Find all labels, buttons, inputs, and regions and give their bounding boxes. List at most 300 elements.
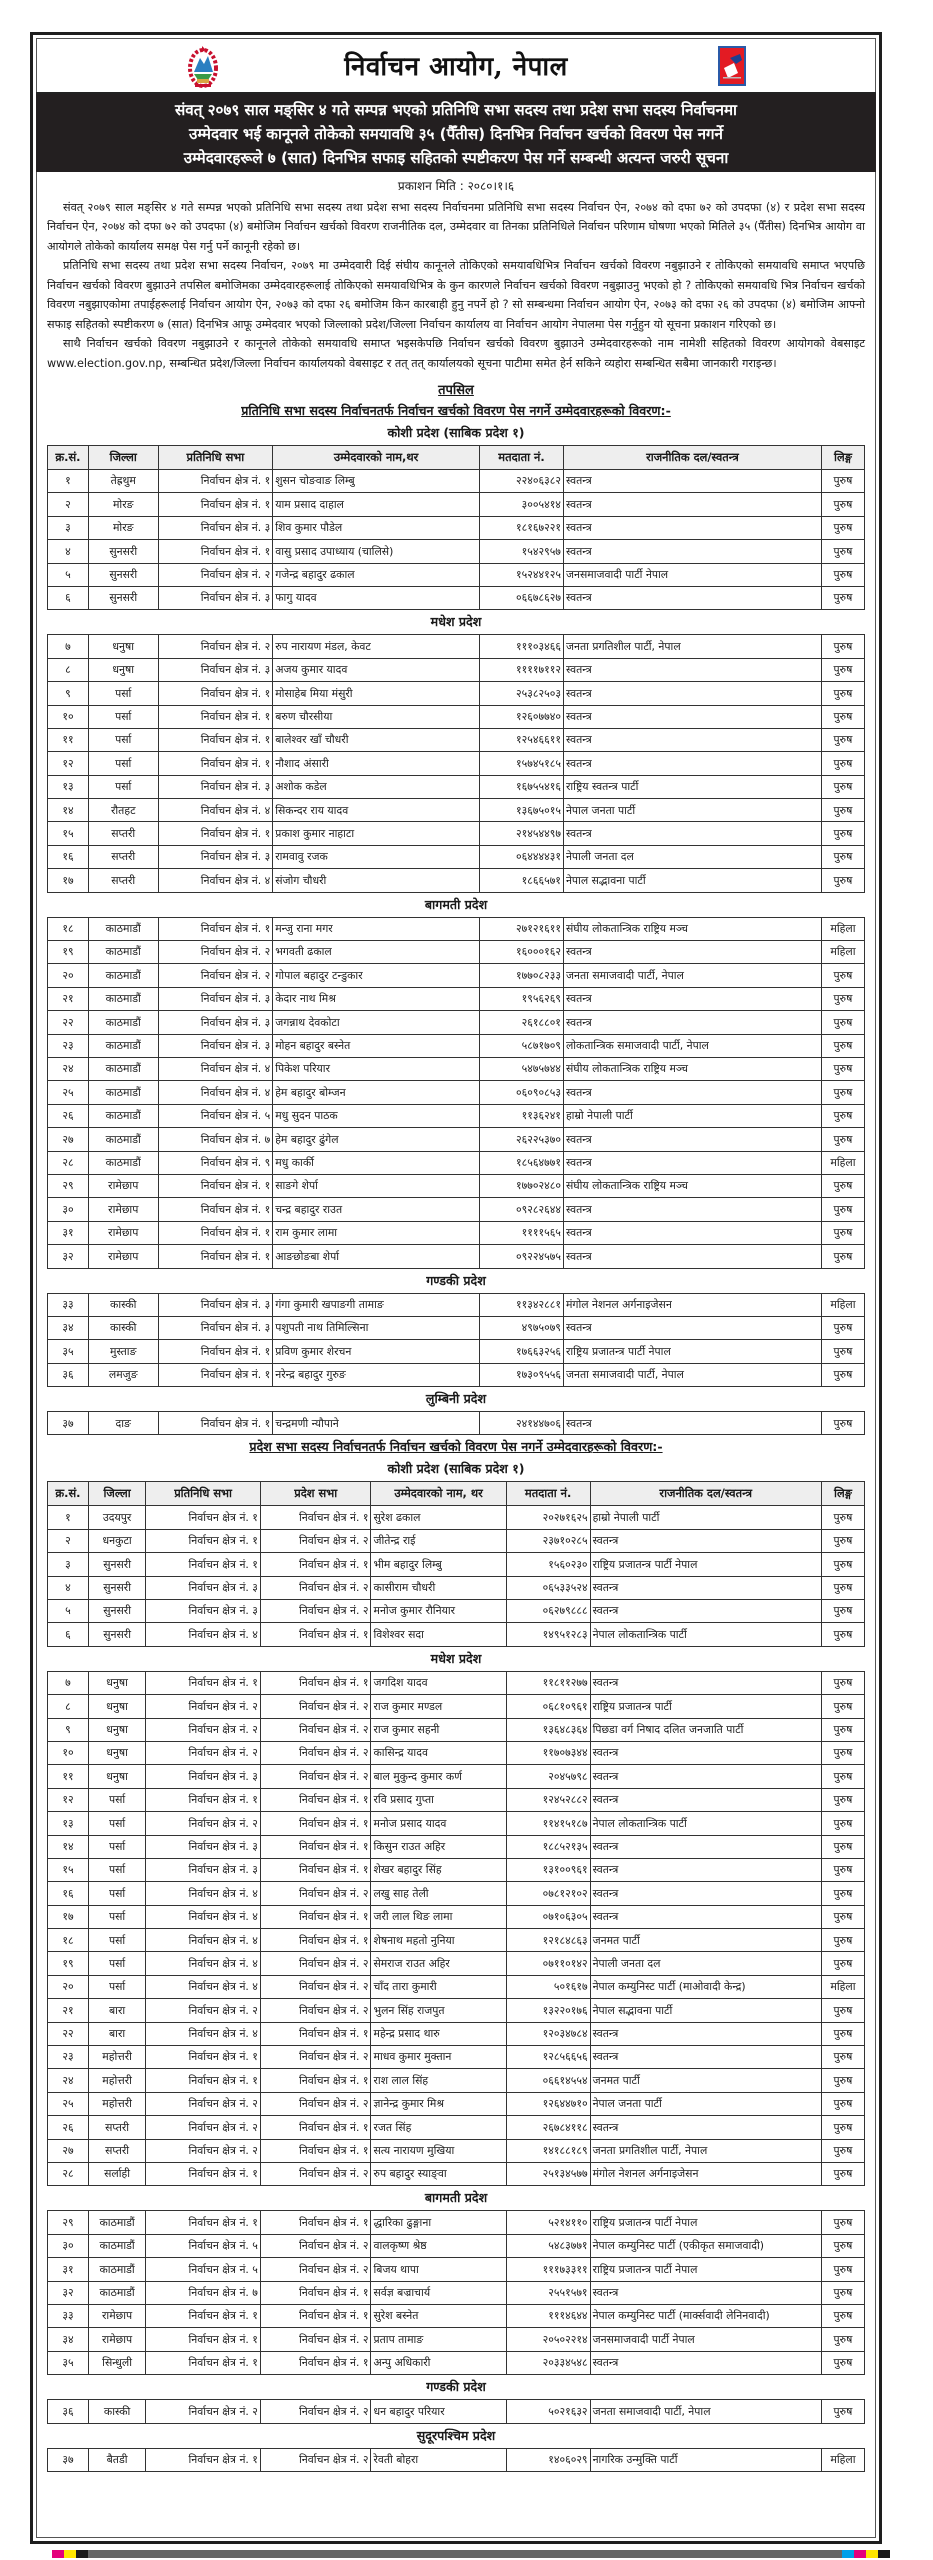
table-cell: पर्सा bbox=[88, 1905, 145, 1928]
table-cell: ३३ bbox=[48, 1293, 89, 1316]
table-cell: १७ bbox=[48, 1905, 89, 1928]
table-cell: मधु सुदन पाठक bbox=[273, 1104, 480, 1127]
table-cell: भुलन सिंह राजपुत bbox=[371, 1999, 506, 2022]
table-cell: २२ bbox=[48, 1011, 89, 1034]
table-row bbox=[48, 1011, 865, 1034]
table-cell: निर्वाचन क्षेत्र नं. १ bbox=[158, 917, 273, 940]
table-row bbox=[48, 1671, 865, 1694]
column-header: राजनीतिक दल/स्वतन्त्र bbox=[563, 446, 821, 470]
table-cell: २६१८८०१ bbox=[480, 1011, 564, 1034]
table-cell: स्वतन्त्र bbox=[563, 1316, 821, 1339]
table-cell: पुरुष bbox=[821, 799, 864, 822]
table-cell: पुरुष bbox=[821, 1718, 864, 1741]
table-cell: निर्वाचन क्षेत्र नं. १ bbox=[260, 1553, 371, 1576]
table-cell: १३६४८३६४ bbox=[506, 1718, 590, 1741]
table-cell: १७७०२४८० bbox=[480, 1174, 564, 1197]
table-cell: निर्वाचन क्षेत्र नं. २ bbox=[260, 1882, 371, 1905]
table-cell: साङगे शेर्पा bbox=[273, 1174, 480, 1197]
table-row bbox=[48, 964, 865, 987]
table-cell: पर्सा bbox=[88, 1952, 145, 1975]
table-cell: स्वतन्त्र bbox=[563, 1011, 821, 1034]
table-cell: निर्वाचन क्षेत्र नं. १ bbox=[260, 1812, 371, 1835]
table-cell: पुरुष bbox=[821, 964, 864, 987]
table-row bbox=[48, 563, 865, 586]
table-cell: गंगा कुमारी खपाङगी तामाङ bbox=[273, 1293, 480, 1316]
banner-line-3: उम्मेदवारहरूले ७ (सात) दिनभित्र सफाइ सहितको स्पष्टीकरण पेस गर्ने सम्बन्धी अत्यन्त जरुरी सूचना bbox=[183, 149, 729, 167]
table-row bbox=[48, 1174, 865, 1197]
table-cell: जगन्नाथ देवकोटा bbox=[273, 1011, 480, 1034]
table-row bbox=[48, 470, 865, 493]
table-cell: पुरुष bbox=[821, 2211, 864, 2234]
table-cell: ११११७११२ bbox=[480, 658, 564, 681]
table-cell: पुरुष bbox=[821, 516, 864, 539]
table-cell: धन बहादुर परियार bbox=[371, 2400, 506, 2423]
notice-body bbox=[47, 177, 865, 2472]
table-cell: निर्वाचन क्षेत्र नं. ३ bbox=[158, 1011, 273, 1034]
table-cell: १२०३४७८४ bbox=[506, 2022, 590, 2045]
table-cell: स्वतन्त्र bbox=[563, 941, 821, 964]
table-cell: निर्वाचन क्षेत्र नं. १ bbox=[146, 2304, 261, 2327]
table-row bbox=[48, 2234, 865, 2257]
table-cell: पुरुष bbox=[821, 1999, 864, 2022]
table-cell: २६२२५३७० bbox=[480, 1128, 564, 1151]
table-cell: जनमत पार्टी bbox=[590, 1929, 821, 1952]
table-cell: जनसमाजवादी पार्टी नेपाल bbox=[563, 563, 821, 586]
table-cell: गोपाल बहादुर टन्डुकार bbox=[273, 964, 480, 987]
table-cell: नौशाद अंसारी bbox=[273, 752, 480, 775]
table-row bbox=[48, 1221, 865, 1244]
table-cell: ०६२७९८८८ bbox=[506, 1600, 590, 1623]
table-cell: ३१ bbox=[48, 2258, 89, 2281]
table-cell: मन्जु राना मगर bbox=[273, 917, 480, 940]
table-row bbox=[48, 987, 865, 1010]
table-cell: ०६४४४४३१ bbox=[480, 845, 564, 868]
table-cell: काठमाडौं bbox=[88, 1104, 158, 1127]
table-cell: २५३८२५०३ bbox=[480, 682, 564, 705]
table-cell: राष्ट्रिय प्रजातन्त्र पार्टी नेपाल bbox=[590, 2211, 821, 2234]
table-cell: नेपाल जनता पार्टी bbox=[590, 2092, 821, 2115]
table-cell: स्वतन्त्र bbox=[590, 1788, 821, 1811]
table-cell: महेन्द्र प्रसाद थारु bbox=[371, 2022, 506, 2045]
table-cell: २ bbox=[48, 1529, 89, 1552]
table-cell: आङछोङबा शेर्पा bbox=[273, 1245, 480, 1268]
table-cell: संघीय लोकतान्त्रिक राष्ट्रिय मञ्च bbox=[563, 917, 821, 940]
table-cell: २६ bbox=[48, 2116, 89, 2139]
table-cell: धनुषा bbox=[88, 658, 158, 681]
table-cell: निर्वाचन क्षेत्र नं. १ bbox=[260, 1858, 371, 1881]
table-cell: निर्वाचन क्षेत्र नं. १ bbox=[158, 1340, 273, 1363]
table-cell: सिकन्दर राय यादव bbox=[273, 799, 480, 822]
table-row bbox=[48, 1316, 865, 1339]
table-cell: निर्वाचन क्षेत्र नं. १ bbox=[158, 1363, 273, 1386]
table-cell: काठमाडौं bbox=[88, 964, 158, 987]
table-cell: महोत्तरी bbox=[88, 2069, 145, 2092]
pa-table bbox=[47, 1481, 865, 1646]
table-cell: राष्ट्रिय प्रजातन्त्र पार्टी नेपाल bbox=[590, 1553, 821, 1576]
column-header: मतदाता नं. bbox=[506, 1482, 590, 1506]
column-header: राजनीतिक दल/स्वतन्त्र bbox=[590, 1482, 821, 1506]
table-cell: १५२४४१२५ bbox=[480, 563, 564, 586]
hor-table bbox=[47, 917, 865, 1269]
urgent-notice-banner bbox=[36, 94, 876, 172]
table-row bbox=[48, 941, 865, 964]
table-cell: धनुषा bbox=[88, 1765, 145, 1788]
table-row bbox=[48, 586, 865, 609]
table-cell: स्वतन्त्र bbox=[590, 1576, 821, 1599]
table-cell: ६ bbox=[48, 586, 89, 609]
hor-table bbox=[47, 634, 865, 892]
color-swatch bbox=[842, 2550, 854, 2558]
table-cell: बारा bbox=[88, 2022, 145, 2045]
table-cell: पुरुष bbox=[821, 2069, 864, 2092]
table-cell: निर्वाचन क्षेत्र नं. ४ bbox=[146, 1929, 261, 1952]
table-cell: संजोग चौधरी bbox=[273, 869, 480, 892]
table-cell: निर्वाचन क्षेत्र नं. २ bbox=[146, 1999, 261, 2022]
table-cell: १५७४५१८५ bbox=[480, 752, 564, 775]
table-cell: निर्वाचन क्षेत्र नं. १ bbox=[260, 1929, 371, 1952]
table-cell: ११३६२४१ bbox=[480, 1104, 564, 1127]
table-cell: धनकुटा bbox=[88, 1529, 145, 1552]
table-cell: स्वतन्त्र bbox=[563, 1245, 821, 1268]
pa-table bbox=[47, 2210, 865, 2375]
table-cell: निर्वाचन क्षेत्र नं. १ bbox=[146, 2351, 261, 2374]
table-cell: धनुषा bbox=[88, 1741, 145, 1764]
table-row bbox=[48, 917, 865, 940]
pa-table bbox=[47, 2399, 865, 2423]
table-cell: पुरुष bbox=[821, 1128, 864, 1151]
table-cell: सुनसरी bbox=[88, 1553, 145, 1576]
table-cell: स्वतन्त्र bbox=[590, 2116, 821, 2139]
table-cell: पुरुष bbox=[821, 1506, 864, 1529]
ballot-box-logo-icon bbox=[718, 46, 746, 86]
table-row bbox=[48, 1858, 865, 1881]
table-cell: १३६७५०१५ bbox=[480, 799, 564, 822]
table-cell: पुरुष bbox=[821, 728, 864, 751]
table-cell: ३६ bbox=[48, 1363, 89, 1386]
table-cell: पुरुष bbox=[821, 1412, 864, 1435]
table-row bbox=[48, 2328, 865, 2351]
table-cell: काठमाडौं bbox=[88, 941, 158, 964]
table-cell: गजेन्द्र बहादुर ढकाल bbox=[273, 563, 480, 586]
table-cell: बिजय थापा bbox=[371, 2258, 506, 2281]
table-cell: १११७३३११ bbox=[506, 2258, 590, 2281]
table-row bbox=[48, 2163, 865, 2186]
table-row bbox=[48, 1529, 865, 1552]
table-cell: काठमाडौं bbox=[88, 917, 158, 940]
table-cell: निर्वाचन क्षेत्र नं. २ bbox=[260, 2046, 371, 2069]
table-row bbox=[48, 1741, 865, 1764]
table-cell: ०९२२४५७५ bbox=[480, 1245, 564, 1268]
table-cell: रामेछाप bbox=[88, 2304, 145, 2327]
table-cell: १२८५६६५६ bbox=[506, 2046, 590, 2069]
table-cell: राष्ट्रिय स्वतन्त्र पार्टी bbox=[563, 775, 821, 798]
table-cell: प्रकाश कुमार नाहाटा bbox=[273, 822, 480, 845]
table-cell: पुरुष bbox=[821, 1245, 864, 1268]
table-cell: काठमाडौं bbox=[88, 1128, 158, 1151]
table-cell: निर्वाचन क्षेत्र नं. ३ bbox=[158, 845, 273, 868]
table-cell: निर्वाचन क्षेत्र नं. २ bbox=[146, 2116, 261, 2139]
table-cell: सप्तरी bbox=[88, 845, 158, 868]
table-cell: रेवती बोहरा bbox=[371, 2448, 506, 2471]
table-cell: ११८११२७७ bbox=[506, 1671, 590, 1694]
table-cell: काठमाडौं bbox=[88, 987, 158, 1010]
province-heading: कोशी प्रदेश (साबिक प्रदेश १) bbox=[387, 425, 525, 440]
table-cell: निर्वाचन क्षेत्र नं. ४ bbox=[146, 1882, 261, 1905]
table-cell: २६ bbox=[48, 1104, 89, 1127]
table-cell: निर्वाचन क्षेत्र नं. ९ bbox=[158, 1151, 273, 1174]
table-cell: पुरुष bbox=[821, 752, 864, 775]
table-cell: निर्वाचन क्षेत्र नं. ३ bbox=[158, 586, 273, 609]
table-cell: निर्वाचन क्षेत्र नं. २ bbox=[146, 1718, 261, 1741]
table-cell: पुरुष bbox=[821, 1600, 864, 1623]
table-cell: निर्वाचन क्षेत्र नं. २ bbox=[146, 1741, 261, 1764]
table-cell: संघीय लोकतान्त्रिक राष्ट्रिय मञ्च bbox=[563, 1057, 821, 1080]
table-cell: जनता समाजवादी पार्टी, नेपाल bbox=[563, 964, 821, 987]
table-cell: ४ bbox=[48, 1576, 89, 1599]
table-cell: पुरुष bbox=[821, 2139, 864, 2162]
table-cell: चन्द्र बहादुर राउत bbox=[273, 1198, 480, 1221]
table-row bbox=[48, 1363, 865, 1386]
table-cell: स्वतन्त्र bbox=[590, 1882, 821, 1905]
table-cell: भीम बहादुर लिम्बु bbox=[371, 1553, 506, 1576]
table-row bbox=[48, 1104, 865, 1127]
province-heading: मधेश प्रदेश bbox=[430, 1650, 482, 1666]
table-cell: पुरुष bbox=[821, 705, 864, 728]
table-cell: निर्वाचन क्षेत्र नं. ३ bbox=[146, 1835, 261, 1858]
table-cell: ९ bbox=[48, 682, 89, 705]
table-cell: ३२ bbox=[48, 2281, 89, 2304]
table-cell: स्वतन्त्र bbox=[590, 1858, 821, 1881]
table-cell: स्वतन्त्र bbox=[563, 682, 821, 705]
color-swatch bbox=[878, 2550, 890, 2558]
table-cell: पुरुष bbox=[821, 2304, 864, 2327]
table-cell: सुनसरी bbox=[88, 1600, 145, 1623]
table-cell: १० bbox=[48, 1741, 89, 1764]
table-cell: १७६६३२५६ bbox=[480, 1340, 564, 1363]
table-cell: पुरुष bbox=[821, 822, 864, 845]
table-row bbox=[48, 2351, 865, 2374]
table-cell: अन्पु अधिकारी bbox=[371, 2351, 506, 2374]
table-cell: सर्वज्ञ बज्राचार्य bbox=[371, 2281, 506, 2304]
table-cell: २३ bbox=[48, 2046, 89, 2069]
column-header: उम्मेदवारको नाम, थर bbox=[371, 1482, 506, 1506]
column-header: प्रतिनिधि सभा bbox=[146, 1482, 261, 1506]
table-row bbox=[48, 1412, 865, 1435]
table-cell: मनोज प्रसाद यादव bbox=[371, 1812, 506, 1835]
table-cell: रुप नारायण मंडल, केवट bbox=[273, 635, 480, 658]
table-cell: तेह्रथुम bbox=[88, 470, 158, 493]
table-cell: सुनसरी bbox=[88, 586, 158, 609]
table-cell: महोत्तरी bbox=[88, 2046, 145, 2069]
table-cell: निर्वाचन क्षेत्र नं. १ bbox=[260, 2351, 371, 2374]
colorbar-left-swatches bbox=[52, 2550, 88, 2558]
table-cell: पुरुष bbox=[821, 1671, 864, 1694]
table-cell: स्वतन्त्र bbox=[563, 1151, 821, 1174]
table-cell: कासिन्द्र यादव bbox=[371, 1741, 506, 1764]
column-header: क्र.सं. bbox=[48, 1482, 89, 1506]
table-cell: १२१८४८६३ bbox=[506, 1929, 590, 1952]
table-cell: १७७०८२३३ bbox=[480, 964, 564, 987]
table-cell: पर्सा bbox=[88, 1975, 145, 1998]
table-cell: महिला bbox=[821, 941, 864, 964]
table-cell: ३२ bbox=[48, 1245, 89, 1268]
table-cell: ४ bbox=[48, 540, 89, 563]
table-cell: जनता प्रगतिशील पार्टी, नेपाल bbox=[590, 2139, 821, 2162]
table-cell: १८ bbox=[48, 917, 89, 940]
table-row bbox=[48, 2448, 865, 2471]
table-cell: पुरुष bbox=[821, 2328, 864, 2351]
table-cell: स्वतन्त्र bbox=[590, 2022, 821, 2045]
table-row bbox=[48, 1882, 865, 1905]
table-cell: ५४८३७७१ bbox=[506, 2234, 590, 2257]
table-cell: महिला bbox=[821, 1975, 864, 1998]
table-cell: निर्वाचन क्षेत्र नं. १ bbox=[260, 1506, 371, 1529]
hor-table bbox=[47, 1293, 865, 1388]
table-cell: १५ bbox=[48, 822, 89, 845]
table-cell: निर्वाचन क्षेत्र नं. ३ bbox=[146, 1765, 261, 1788]
table-cell: ०६५३३५२४ bbox=[506, 1576, 590, 1599]
table-cell: काठमाडौं bbox=[88, 2281, 145, 2304]
table-cell: निर्वाचन क्षेत्र नं. ३ bbox=[146, 1600, 261, 1623]
table-cell: शेखर बहादुर सिंह bbox=[371, 1858, 506, 1881]
table-row bbox=[48, 1600, 865, 1623]
table-cell: पुरुष bbox=[821, 1174, 864, 1197]
table-cell: सर्लाही bbox=[88, 2163, 145, 2186]
table-row bbox=[48, 1151, 865, 1174]
table-cell: निर्वाचन क्षेत्र नं. १ bbox=[260, 2022, 371, 2045]
table-cell: निर्वाचन क्षेत्र नं. १ bbox=[146, 2448, 261, 2471]
table-cell: निर्वाचन क्षेत्र नं. १ bbox=[158, 1221, 273, 1244]
table-cell: निर्वाचन क्षेत्र नं. ४ bbox=[158, 869, 273, 892]
table-cell: ०९२८२६४४ bbox=[480, 1198, 564, 1221]
table-cell: रामेछाप bbox=[88, 1174, 158, 1197]
table-cell: १८१६७२२१ bbox=[480, 516, 564, 539]
table-cell: पुरुष bbox=[821, 658, 864, 681]
table-cell: निर्वाचन क्षेत्र नं. २ bbox=[260, 1999, 371, 2022]
table-cell: २२ bbox=[48, 2022, 89, 2045]
table-cell: मोरङ bbox=[88, 516, 158, 539]
table-cell: राज कुमार सहनी bbox=[371, 1718, 506, 1741]
table-cell: २७ bbox=[48, 2139, 89, 2162]
table-cell: १० bbox=[48, 705, 89, 728]
table-row bbox=[48, 1718, 865, 1741]
table-cell: रजत सिंह bbox=[371, 2116, 506, 2139]
table-cell: निर्वाचन क्षेत्र नं. १ bbox=[260, 2281, 371, 2304]
table-cell: ३७ bbox=[48, 1412, 89, 1435]
table-cell: राम कुमार लामा bbox=[273, 1221, 480, 1244]
table-cell: २० bbox=[48, 1975, 89, 1998]
table-row bbox=[48, 1128, 865, 1151]
table-cell: पुरुष bbox=[821, 563, 864, 586]
table-cell: किसुन राउत अहिर bbox=[371, 1835, 506, 1858]
table-cell: निर्वाचन क्षेत्र नं. १ bbox=[158, 705, 273, 728]
table-cell: १११४६४४ bbox=[506, 2304, 590, 2327]
table-row bbox=[48, 799, 865, 822]
table-row bbox=[48, 1788, 865, 1811]
table-cell: १२५४६६११ bbox=[480, 728, 564, 751]
table-cell: २०४५७९८ bbox=[506, 1765, 590, 1788]
table-row bbox=[48, 493, 865, 516]
table-cell: चन्द्रमणी न्यौपाने bbox=[273, 1412, 480, 1435]
table-cell: ३६ bbox=[48, 2400, 89, 2423]
table-cell: ०६६७८६२७ bbox=[480, 586, 564, 609]
table-cell: १८६६५७१ bbox=[480, 869, 564, 892]
province-heading: लुम्बिनी प्रदेश bbox=[425, 1391, 487, 1407]
table-row bbox=[48, 1835, 865, 1858]
table-cell: जीतेन्द्र राई bbox=[371, 1529, 506, 1552]
table-row bbox=[48, 682, 865, 705]
table-cell: पिकेश परियार bbox=[273, 1057, 480, 1080]
table-cell: मुस्ताङ bbox=[88, 1340, 158, 1363]
table-cell: नेपाल कम्युनिस्ट पार्टी (एकीकृत समाजवादी) bbox=[590, 2234, 821, 2257]
table-cell: निर्वाचन क्षेत्र नं. १ bbox=[158, 752, 273, 775]
colorbar-right-swatches bbox=[842, 2550, 890, 2558]
table-cell: पर्सा bbox=[88, 728, 158, 751]
table-row bbox=[48, 822, 865, 845]
table-cell: १८५६४७७१ bbox=[480, 1151, 564, 1174]
table-cell: संघीय लोकतान्त्रिक राष्ट्रिय मञ्च bbox=[563, 1174, 821, 1197]
table-cell: ९ bbox=[48, 1718, 89, 1741]
table-cell: पुरुष bbox=[821, 682, 864, 705]
table-cell: स्वतन्त्र bbox=[590, 1765, 821, 1788]
table-cell: काठमाडौं bbox=[88, 2234, 145, 2257]
table-cell: निर्वाचन क्षेत्र नं. २ bbox=[260, 2448, 371, 2471]
table-cell: पुरुष bbox=[821, 1198, 864, 1221]
table-cell: ३३ bbox=[48, 2304, 89, 2327]
table-cell: सप्तरी bbox=[88, 822, 158, 845]
table-cell: २१४५४४९७ bbox=[480, 822, 564, 845]
table-cell: पुरुष bbox=[821, 987, 864, 1010]
table-cell: १२६०७७४० bbox=[480, 705, 564, 728]
table-cell: पुरुष bbox=[821, 1104, 864, 1127]
table-cell: प्रविण कुमार शेरचन bbox=[273, 1340, 480, 1363]
table-row bbox=[48, 1198, 865, 1221]
table-cell: निर्वाचन क्षेत्र नं. १ bbox=[158, 493, 273, 516]
table-cell: १५६०२३० bbox=[506, 1553, 590, 1576]
table-cell: निर्वाचन क्षेत्र नं. ४ bbox=[146, 1623, 261, 1646]
table-cell: २०३३४५४८ bbox=[506, 2351, 590, 2374]
table-cell: निर्वाचन क्षेत्र नं. २ bbox=[260, 2258, 371, 2281]
table-cell: जरी लाल थिङ लामा bbox=[371, 1905, 506, 1928]
table-cell: पुरुष bbox=[821, 1929, 864, 1952]
table-cell: निर्वाचन क्षेत्र नं. २ bbox=[260, 1718, 371, 1741]
table-cell: हेम बहादुर बोम्जन bbox=[273, 1081, 480, 1104]
table-cell: २५५१५७१ bbox=[506, 2281, 590, 2304]
table-cell: राष्ट्रिय प्रजातन्त्र पार्टी नेपाल bbox=[590, 2258, 821, 2281]
table-cell: निर्वाचन क्षेत्र नं. ३ bbox=[158, 1034, 273, 1057]
table-cell: शिव कुमार पौडेल bbox=[273, 516, 480, 539]
table-cell: निर्वाचन क्षेत्र नं. ३ bbox=[158, 775, 273, 798]
table-cell: जनता समाजवादी पार्टी, नेपाल bbox=[563, 1363, 821, 1386]
table-cell: ३० bbox=[48, 1198, 89, 1221]
table-row bbox=[48, 1812, 865, 1835]
table-cell: ११ bbox=[48, 1765, 89, 1788]
table-cell: निर्वाचन क्षेत्र नं. १ bbox=[260, 2304, 371, 2327]
table-cell: पुरुष bbox=[821, 586, 864, 609]
table-cell: १२ bbox=[48, 1788, 89, 1811]
table-row bbox=[48, 2211, 865, 2234]
print-color-registration-bar bbox=[52, 2550, 890, 2558]
table-cell: १४०६०२९ bbox=[506, 2448, 590, 2471]
table-row bbox=[48, 2116, 865, 2139]
table-row bbox=[48, 2069, 865, 2092]
table-cell: पर्सा bbox=[88, 1812, 145, 1835]
table-cell: पुरुष bbox=[821, 2281, 864, 2304]
table-cell: सप्तरी bbox=[88, 2139, 145, 2162]
table-row bbox=[48, 1765, 865, 1788]
table-cell: १२६४४७१० bbox=[506, 2092, 590, 2115]
table-cell: सुरेश बस्नेत bbox=[371, 2304, 506, 2327]
